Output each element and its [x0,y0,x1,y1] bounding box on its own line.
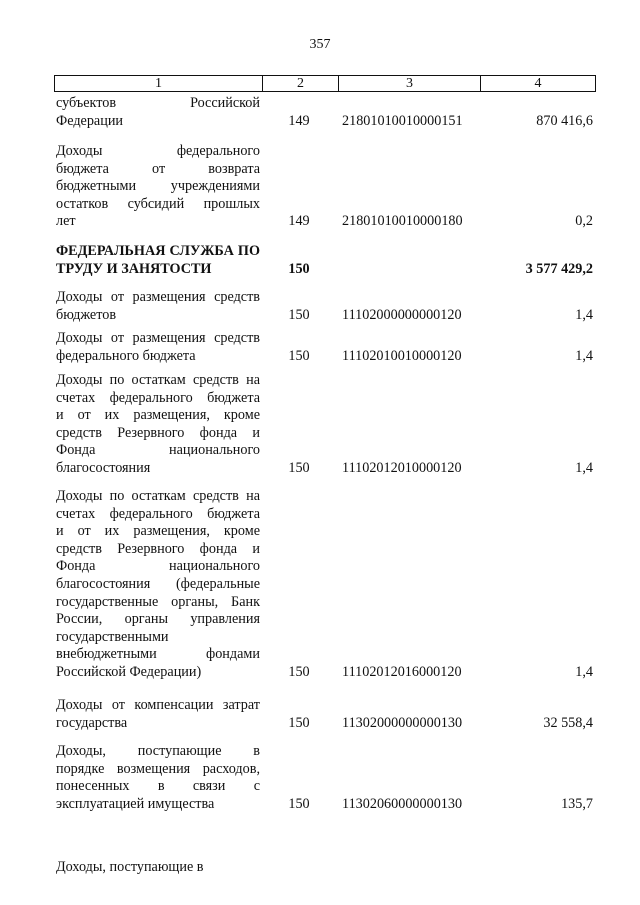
description-line: ТРУДУ И ЗАНЯТОСТИ [56,260,212,277]
description-line: государственными [56,628,169,645]
description-line: понесенных в связи с [56,778,260,795]
row-description [56,859,260,877]
admin-code: 150 [288,347,310,364]
admin-code: 150 [288,460,310,476]
admin-code: 150 [288,714,310,731]
description-line: Доходы по остаткам средств на [56,372,260,388]
table-row [0,859,640,883]
column-header-2: 2 [263,76,339,92]
table-row [0,372,640,488]
description-line: государства [56,714,128,731]
description-line: Фонда национального [56,442,260,459]
amount: 3 577 429,2 [525,260,593,277]
amount: 0,2 [575,213,593,230]
description-line: благосостояния (федеральные [56,575,260,592]
description-line: счетах федерального бюджета [56,505,260,522]
table-body [0,95,640,883]
amount: 1,4 [575,347,593,364]
row-description [56,243,260,278]
column-header-4: 4 [481,76,596,92]
description-line: средств Резервного фонда и [56,540,260,557]
amount: 870 416,6 [536,112,593,129]
description-line: Доходы федерального [56,143,260,159]
description-line: остатков субсидий прошлых [56,195,260,212]
row-description [56,743,260,813]
description-line: бюджетов [56,306,117,323]
amount: 1,4 [575,664,593,680]
page-number: 357 [309,37,331,52]
description-line: порядке возмещения расходов, [56,760,260,777]
column-header-3: 3 [339,76,481,92]
table-row [0,330,640,372]
description-line: бюджетными учреждениями [56,178,260,195]
description-line: Доходы по остаткам средств на [56,488,260,504]
description-line: субъектов Российской [56,95,260,111]
revenue-code: 11302000000000130 [342,714,463,731]
description-line: Доходы от размещения средств [56,289,260,305]
revenue-code: 11102010010000120 [342,347,462,364]
description-line: эксплуатацией имущества [56,795,215,812]
amount: 32 558,4 [543,714,593,731]
description-line: бюджета от возврата [56,160,260,177]
description-line: счетах федерального бюджета [56,389,260,406]
description-line: и от их размещения, кроме [56,523,260,540]
table-row [0,143,640,243]
revenue-code: 21801010010000180 [342,213,463,230]
table-row [0,243,640,289]
description-line: государственные органы, Банк [56,593,260,610]
row-description [56,330,260,365]
description-line: и от их размещения, кроме [56,407,260,424]
row-description [56,372,260,478]
description-line: Российской Федерации) [56,663,202,680]
admin-code: 150 [288,306,310,323]
description-line: лет [56,213,76,230]
table-row [0,743,640,859]
description-line: Доходы, поступающие в [56,743,260,759]
description-line: Федерации [56,112,124,129]
admin-code: 150 [288,795,310,812]
amount: 1,4 [575,306,593,323]
description-line: ФЕДЕРАЛЬНАЯ СЛУЖБА ПО [56,243,260,259]
row-description [56,289,260,324]
row-description [56,488,260,682]
revenue-code: 21801010010000151 [342,112,463,129]
row-description [56,143,260,231]
description-line: федерального бюджета [56,347,196,364]
revenue-code: 11102000000000120 [342,306,462,323]
description-line: внебюджетными фондами [56,646,260,663]
row-description [56,95,260,130]
description-line: Доходы от компенсации затрат [56,697,260,713]
description-line: Доходы, поступающие в [56,859,204,875]
amount: 1,4 [575,460,593,476]
description-line: Доходы от размещения средств [56,330,260,346]
table-row [0,95,640,143]
row-description [56,697,260,732]
table-row [0,488,640,697]
table-row [0,697,640,743]
column-header-table [54,75,596,92]
revenue-code: 11302060000000130 [342,795,463,812]
revenue-code: 11102012010000120 [342,460,462,476]
admin-code: 149 [288,213,310,230]
admin-code: 149 [288,112,310,129]
column-header-1: 1 [55,76,263,92]
column-header-row [55,76,596,92]
table-row [0,289,640,330]
admin-code: 150 [288,664,310,680]
description-line: России, органы управления [56,611,260,628]
amount: 135,7 [561,795,593,812]
description-line: средств Резервного фонда и [56,424,260,441]
description-line: благосостояния [56,459,151,476]
admin-code: 150 [288,260,310,277]
description-line: Фонда национального [56,558,260,575]
revenue-code: 11102012016000120 [342,664,462,680]
